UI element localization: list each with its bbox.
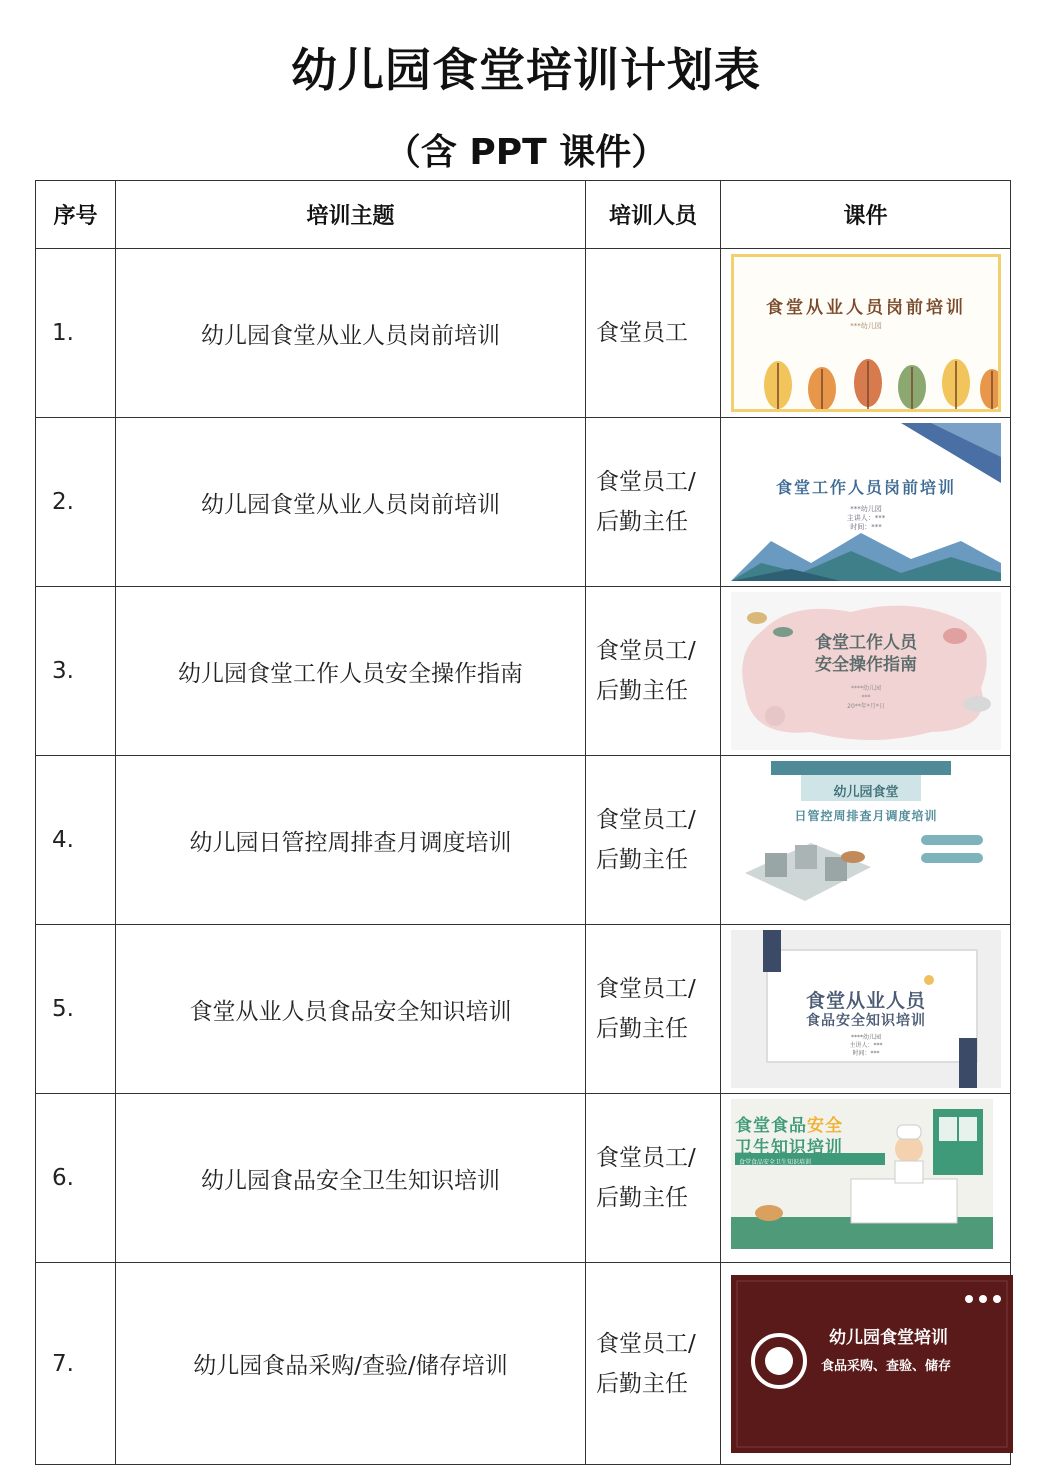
courseware-cell xyxy=(721,1094,1011,1263)
courseware-thumbnail-1[interactable] xyxy=(731,254,1001,412)
row-topic: 幼儿园食堂从业人员岗前培训 xyxy=(116,249,586,418)
row-num: 1. xyxy=(36,249,116,418)
row-num: 7. xyxy=(36,1263,116,1465)
row-topic: 幼儿园食堂从业人员岗前培训 xyxy=(116,418,586,587)
row-num: 3. xyxy=(36,587,116,756)
courseware-cell xyxy=(721,587,1011,756)
courseware-cell xyxy=(721,756,1011,925)
slide6-title1a: 食堂食品 xyxy=(735,1116,807,1136)
header-num: 序号 xyxy=(36,181,116,249)
row-staff xyxy=(586,925,721,1094)
table-row xyxy=(36,925,1011,1094)
row-topic: 幼儿园食堂工作人员安全操作指南 xyxy=(116,587,586,756)
row-topic: 幼儿园食品采购/查验/储存培训 xyxy=(116,1263,586,1465)
mountains-illustration xyxy=(731,423,1001,581)
courseware-cell xyxy=(721,925,1011,1094)
row-num: 4. xyxy=(36,756,116,925)
row-staff-line1: 食堂员工/ xyxy=(596,1145,696,1171)
slide5-meta3: 时间：*** xyxy=(852,1050,880,1057)
slide5-meta2: 主讲人：*** xyxy=(849,1042,883,1049)
slide4-title1: 幼儿园食堂 xyxy=(833,785,899,800)
slide4-title2: 日管控周排查月调度培训 xyxy=(794,809,938,823)
slide5-meta xyxy=(731,1034,1001,1058)
row-staff xyxy=(586,756,721,925)
table-row xyxy=(36,1263,1011,1465)
row-staff xyxy=(586,1263,721,1465)
row-topic: 食堂从业人员食品安全知识培训 xyxy=(116,925,586,1094)
row-staff-line1: 食堂员工/ xyxy=(596,1330,696,1357)
courseware-thumbnail-6[interactable] xyxy=(731,1099,1001,1257)
row-staff xyxy=(586,587,721,756)
slide3-title2: 安全操作指南 xyxy=(815,655,917,675)
training-plan-table xyxy=(35,180,1011,1465)
row-staff-line1: 食堂员工/ xyxy=(596,638,696,664)
table-row xyxy=(36,249,1011,418)
slide5-title2: 食品安全知识培训 xyxy=(806,1013,926,1029)
autumn-leaves-illustration xyxy=(734,257,1001,412)
row-staff xyxy=(586,249,721,418)
row-num: 5. xyxy=(36,925,116,1094)
row-staff-line1: 食堂员工/ xyxy=(596,807,696,833)
row-staff-line2: 后勤主任 xyxy=(596,678,688,704)
slide3-meta3: 20**年*月*日 xyxy=(847,703,885,710)
slide6-title2: 卫生知识培训 xyxy=(735,1138,843,1158)
row-staff-line1: 食堂员工/ xyxy=(596,469,696,495)
slide3-meta1: ****幼儿园 xyxy=(850,685,881,692)
slide1-title: 食堂从业人员岗前培训 xyxy=(766,298,966,318)
courseware-thumbnail-2[interactable] xyxy=(731,423,1001,581)
slide2-meta3: 时间：*** xyxy=(850,523,882,531)
row-staff-line1: 食堂员工/ xyxy=(596,976,696,1002)
page-title: 幼儿园食堂培训计划表 xyxy=(291,43,761,97)
row-topic: 幼儿园日管控周排查月调度培训 xyxy=(116,756,586,925)
slide3-meta2: *** xyxy=(861,694,871,701)
header-topic: 培训主题 xyxy=(116,181,586,249)
courseware-thumbnail-3[interactable] xyxy=(731,592,1001,750)
slide3-meta xyxy=(731,684,1001,711)
courseware-thumbnail-7[interactable] xyxy=(731,1275,1013,1453)
slide6-title1b: 安全 xyxy=(807,1116,843,1136)
row-staff-line2: 后勤主任 xyxy=(596,1370,688,1397)
header-courseware: 课件 xyxy=(721,181,1011,249)
row-staff-line2: 后勤主任 xyxy=(596,1185,688,1211)
courseware-thumbnail-5[interactable] xyxy=(731,930,1001,1088)
slide2-meta1: ***幼儿园 xyxy=(850,505,882,513)
slide7-title1: 幼儿园食堂培训 xyxy=(829,1327,948,1348)
row-staff-line2: 后勤主任 xyxy=(596,509,688,535)
courseware-thumbnail-4[interactable] xyxy=(731,761,1001,919)
row-topic: 幼儿园食品安全卫生知识培训 xyxy=(116,1094,586,1263)
slide2-meta xyxy=(731,505,1001,532)
row-num: 6. xyxy=(36,1094,116,1263)
courseware-cell xyxy=(721,1263,1011,1465)
row-staff xyxy=(586,1094,721,1263)
slide7-title2: 食品采购、查验、储存 xyxy=(821,1358,952,1374)
slide1-meta: ***幼儿园 xyxy=(850,322,882,330)
table-row xyxy=(36,587,1011,756)
header-row xyxy=(36,181,1011,249)
slide3-title xyxy=(731,632,1001,676)
row-staff xyxy=(586,418,721,587)
courseware-cell xyxy=(721,249,1011,418)
page-subtitle: （含 PPT 课件） xyxy=(384,132,668,173)
courseware-cell xyxy=(721,418,1011,587)
row-staff-line1: 食堂员工 xyxy=(596,320,688,346)
slide2-title: 食堂工作人员岗前培训 xyxy=(775,478,956,497)
table-row xyxy=(36,756,1011,925)
row-staff-line2: 后勤主任 xyxy=(596,1016,688,1042)
row-num: 2. xyxy=(36,418,116,587)
slide5-title1: 食堂从业人员 xyxy=(805,990,926,1012)
slide2-meta2: 主讲人：*** xyxy=(846,514,886,522)
row-staff-line2: 后勤主任 xyxy=(596,847,688,873)
table-row xyxy=(36,418,1011,587)
table-row xyxy=(36,1094,1011,1263)
header-staff: 培训人员 xyxy=(586,181,721,249)
slide5-meta1: ****幼儿园 xyxy=(850,1034,881,1041)
slide3-title1: 食堂工作人员 xyxy=(815,633,917,653)
slide6-caption: 食堂食品安全卫生知识培训 xyxy=(739,1159,812,1166)
